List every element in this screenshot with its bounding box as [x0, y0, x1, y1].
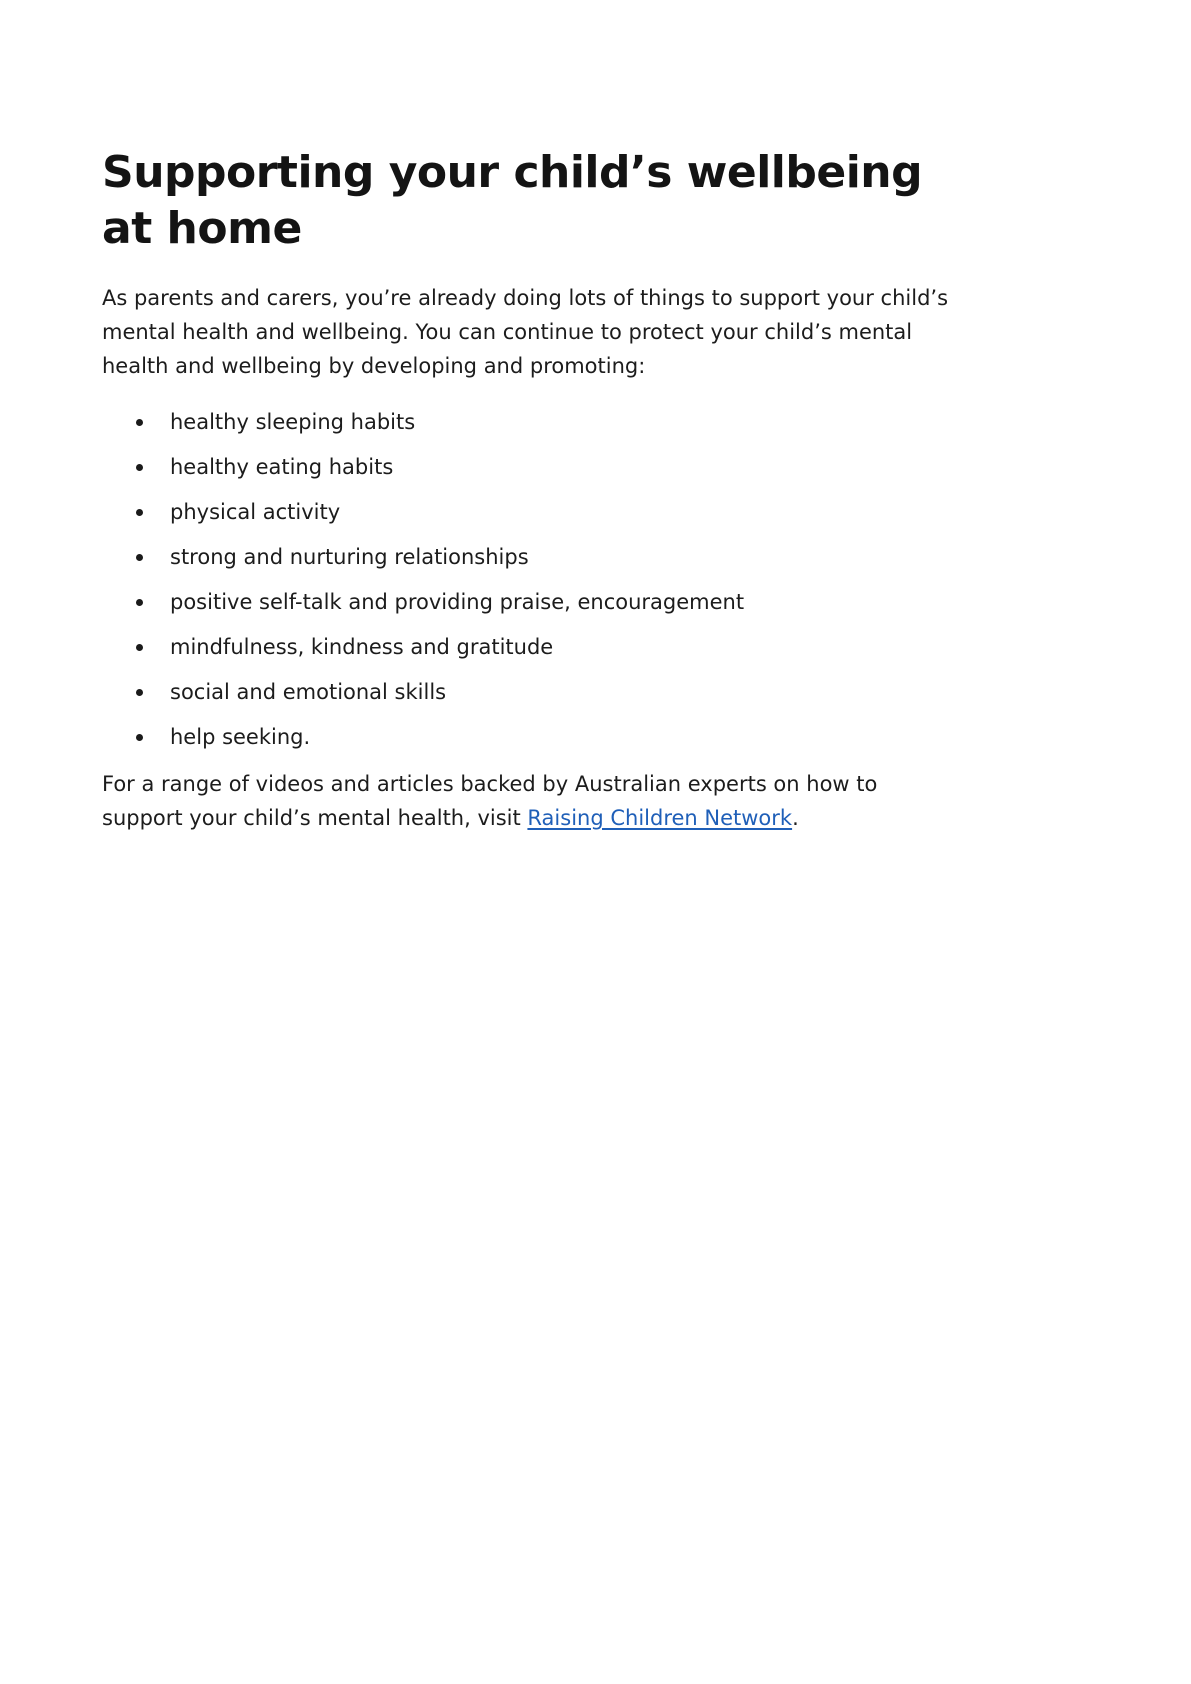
page-title: Supporting your child’s wellbeing at home [102, 147, 923, 254]
list-item [102, 675, 962, 709]
bullet-icon [136, 689, 143, 696]
list-item [102, 540, 962, 574]
list-item [102, 405, 962, 439]
list-item-text: physical activity [170, 500, 341, 524]
raising-children-network-link[interactable]: Raising Children Network [527, 806, 793, 830]
bullet-icon [136, 644, 143, 651]
document-page [102, 145, 962, 835]
habits-list [102, 405, 962, 754]
list-item-text: social and emotional skills [170, 680, 447, 704]
list-item [102, 450, 962, 484]
outro-period: . [792, 806, 799, 830]
list-item [102, 585, 962, 619]
list-item-text: help seeking. [170, 725, 311, 749]
outro-paragraph [102, 767, 962, 835]
list-item-text: strong and nurturing relationships [170, 545, 529, 569]
bullet-icon [136, 734, 143, 741]
list-item [102, 720, 962, 754]
list-item-text: healthy eating habits [170, 455, 394, 479]
bullet-icon [136, 464, 143, 471]
list-item-text: healthy sleeping habits [170, 410, 416, 434]
outro-text: For a range of videos and articles backed by Australian experts on how to support your child’s mental health, visit [102, 772, 878, 830]
bullet-icon [136, 554, 143, 561]
bullet-icon [136, 419, 143, 426]
bullet-icon [136, 509, 143, 516]
list-item-text: mindfulness, kindness and gratitude [170, 635, 554, 659]
bullet-icon [136, 599, 143, 606]
list-item-text: positive self-talk and providing praise, encouragement [170, 590, 745, 614]
list-item [102, 495, 962, 529]
list-item [102, 630, 962, 664]
intro-paragraph: As parents and carers, you’re already doing lots of things to support your child’s mental health and wellbeing. You can continue to protect your child’s mental health and wellbeing by developing and promoting: [102, 286, 949, 378]
